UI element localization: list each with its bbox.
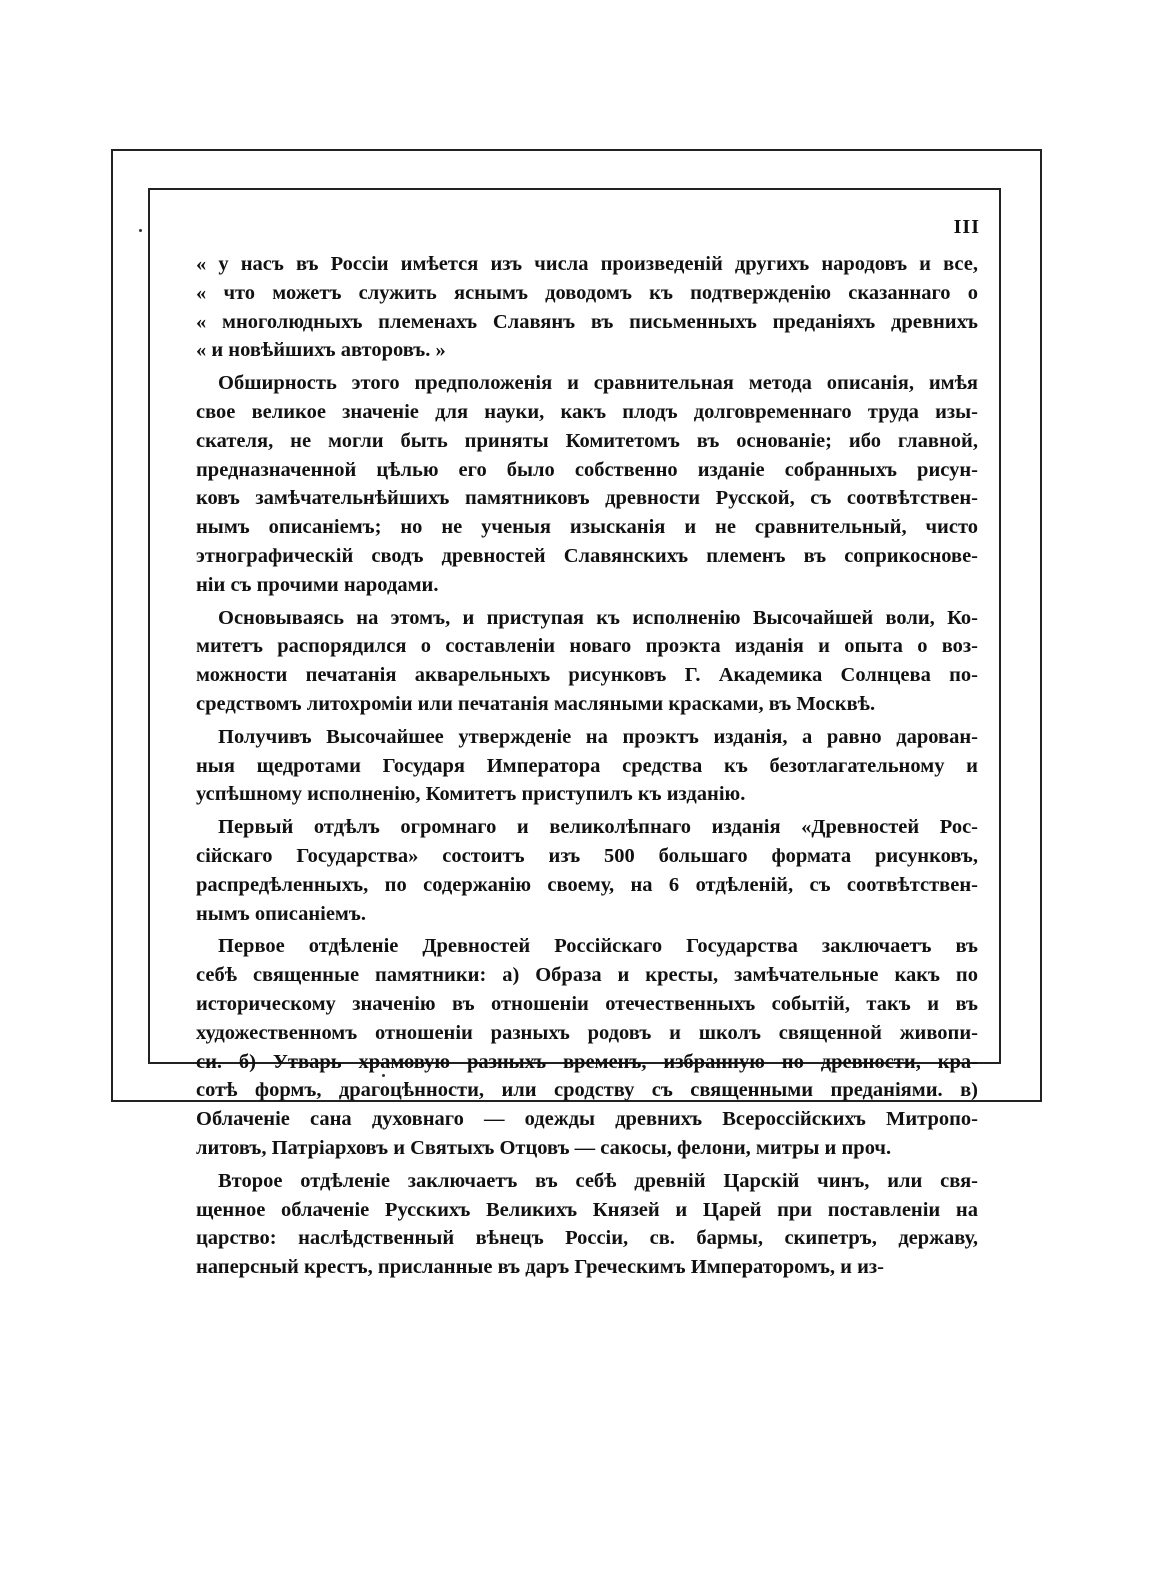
text-line: « у насъ въ Россіи имѣется изъ числа произведеній другихъ народовъ и все,	[196, 253, 978, 275]
speck-mark	[139, 229, 142, 232]
text-line: сійскаго Государства» состоитъ изъ 500 большаго формата рисунковъ,	[196, 844, 978, 867]
text-line: Обширность этого предположенія и сравнительная метода описанія, имѣя	[218, 372, 978, 395]
text-line: литовъ, Патріарховъ и Святыхъ Отцовъ — сакосы, фелони, митры и проч.	[196, 1136, 892, 1159]
text-line: митетъ распорядился о составленіи новаго проэкта изданія и опыта о воз-	[196, 635, 978, 658]
text-line: Второе отдѣленіе заключаетъ въ себѣ древній Царскій чинъ, или свя-	[218, 1169, 978, 1192]
text-line: распредѣленныхъ, по содержанію своему, на 6 отдѣленій, съ соотвѣтствен-	[196, 873, 978, 896]
text-line: успѣшному исполненію, Комитетъ приступилъ къ изданію.	[196, 783, 746, 806]
text-line: ковъ замѣчательнѣйшихъ памятниковъ древности Русской, съ соотвѣтствен-	[196, 487, 978, 510]
text-line: « и новѣйшихъ авторовъ. »	[196, 339, 446, 362]
page-number: III	[953, 216, 980, 238]
text-line: нымъ описаніемъ; но не ученыя изысканія и не сравнительный, чисто	[196, 516, 978, 539]
text-line: Облаченіе сана духовнаго — одежды древнихъ Всероссійскихъ Митропо-	[196, 1108, 978, 1131]
paragraph	[196, 813, 978, 928]
text-line: Первый отдѣлъ огромнаго и великолѣпнаго изданія «Древностей Рос-	[218, 816, 978, 839]
paragraph	[196, 369, 978, 599]
text-line: нымъ описаніемъ.	[196, 902, 366, 925]
text-line: скателя, не могли быть приняты Комитетомъ въ основаніе; ибо главной,	[196, 429, 978, 452]
paragraph	[196, 250, 978, 365]
text-line: себѣ священные памятники: а) Образа и кресты, замѣчательные какъ по	[196, 964, 978, 987]
text-line: Первое отдѣленіе Древностей Россійскаго Государства заключаетъ въ	[218, 935, 978, 958]
text-line: ныя щедротами Государя Императора средства къ безотлагательному и	[196, 754, 978, 777]
text-line: « многолюдныхъ племенахъ Славянъ въ письменныхъ преданіяхъ древнихъ	[196, 310, 978, 333]
text-line: свое великое значеніе для науки, какъ плодъ долговременнаго труда изы-	[196, 400, 978, 423]
text-line: предназначенной цѣлью его было собственно изданіе собранныхъ рисун-	[196, 458, 978, 481]
paragraph	[196, 1167, 978, 1282]
body-text	[196, 250, 978, 1282]
text-line: « что можетъ служить яснымъ доводомъ къ подтвержденію сказаннаго о	[196, 281, 978, 304]
text-line: ніи съ прочими народами.	[196, 573, 439, 596]
text-line: Получивъ Высочайшее утвержденіе на проэктъ изданія, а равно дарован-	[218, 725, 978, 748]
text-line: средствомъ литохроміи или печатанія масляными красками, въ Москвѣ.	[196, 692, 876, 715]
text-line: сотѣ формъ, драгоцѣнности, или сродству съ священными преданіями. в)	[196, 1079, 978, 1102]
text-line: царство: наслѣдственный вѣнецъ Россіи, св. бармы, скипетръ, державу,	[196, 1227, 978, 1250]
text-line: художественномъ отношеніи разныхъ родовъ и школъ священной живопи-	[196, 1021, 978, 1044]
paragraph	[196, 604, 978, 719]
paragraph	[196, 932, 978, 1162]
text-line: си. б) Утварь храмовую разныхъ временъ, избранную по древности, кра-	[196, 1050, 978, 1073]
paragraph	[196, 723, 978, 809]
text-line: щенное облаченіе Русскихъ Великихъ Князей и Царей при поставленіи на	[196, 1198, 978, 1221]
text-line: можности печатанія акварельныхъ рисунковъ Г. Академика Солнцева по-	[196, 664, 978, 687]
text-line: историческому значенію въ отношеніи отечественныхъ событій, такъ и въ	[196, 992, 978, 1015]
text-line: наперсный крестъ, присланные въ даръ Греческимъ Императоромъ, и из-	[196, 1256, 884, 1279]
text-line: Основываясь на этомъ, и приступая къ исполненію Высочайшей воли, Ко-	[218, 606, 978, 629]
top-rule	[148, 188, 1001, 190]
text-line: этнографическій сводъ древностей Славянскихъ племенъ въ соприкоснове-	[196, 544, 978, 567]
